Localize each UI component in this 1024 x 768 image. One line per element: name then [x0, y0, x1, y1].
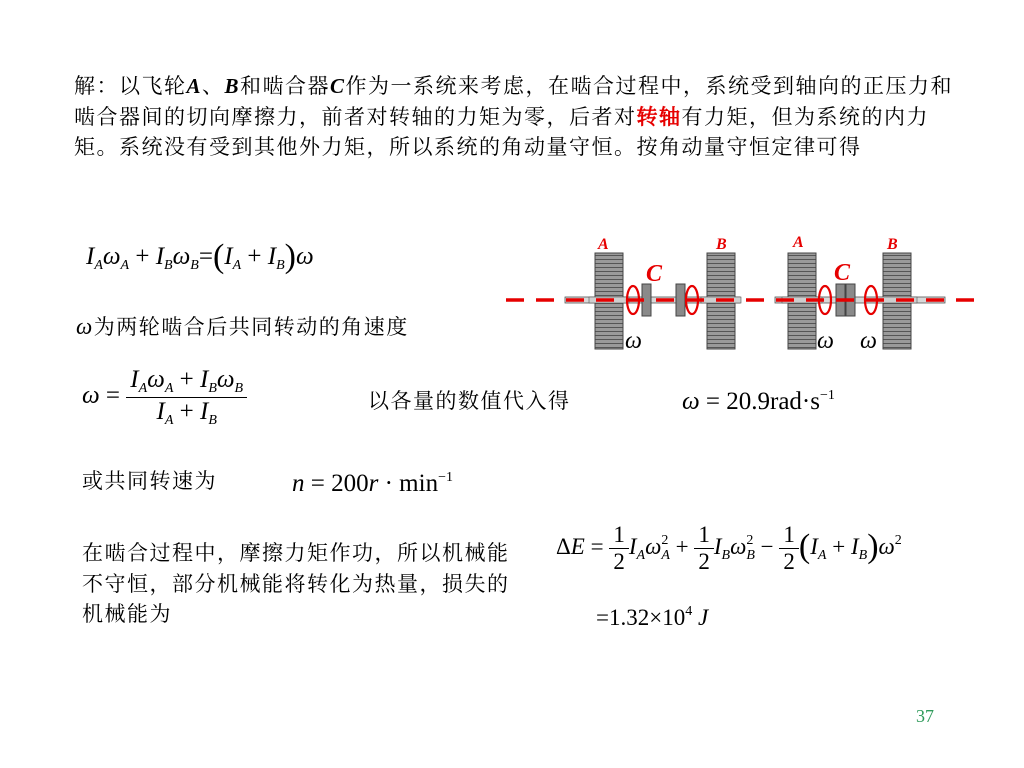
equation-speed	[292, 470, 453, 498]
eq4-exponent: −1	[438, 470, 453, 485]
eq5-lparen: (	[798, 527, 811, 565]
eq3-unit: rad·s	[770, 388, 820, 415]
omega-def-symbol: ω	[76, 314, 94, 339]
intro-text-4: 作为一系统来考虑，在啮合过程中，系统受到轴向的正压力和啮合器间的切向摩擦力，前者对转轴的力矩为零，后者对	[74, 74, 954, 129]
flywheel-clutch-diagram	[500, 228, 980, 358]
eq2-fraction	[126, 366, 247, 429]
equation-omega-value	[682, 388, 835, 416]
eq2-I: I	[130, 366, 139, 393]
label-omega-2: ω	[817, 328, 834, 354]
eq3-equals: =	[705, 388, 721, 415]
eq3-exponent: −1	[820, 388, 835, 403]
label-A-left: A	[598, 236, 609, 253]
eq5-half-1	[609, 522, 629, 575]
eq5-sub-A3: A	[817, 547, 827, 563]
eq1-plus: +	[135, 243, 150, 270]
eq2-sub-B2: B	[234, 381, 244, 396]
eq2-sub-A: A	[138, 381, 148, 396]
intro-text-1: 解：以飞轮	[74, 74, 187, 98]
eq2-I2: I	[199, 366, 209, 393]
eq1-omega2: ω	[172, 243, 191, 270]
eq5-den-3: 2	[779, 548, 799, 575]
label-C-left: C	[646, 261, 663, 287]
eq1-lparen: (	[212, 238, 225, 275]
eq5-delta: Δ	[556, 533, 571, 559]
eq5-I4: I	[850, 533, 859, 559]
eq1-sub-A3: A	[232, 258, 242, 273]
eq2-I4: I	[199, 398, 209, 425]
eq5-sq-1: 2	[661, 532, 669, 548]
symbol-B: B	[224, 74, 241, 98]
eq5-equals: =	[590, 533, 604, 559]
eq5-sub-A: A	[636, 547, 646, 563]
eq1-sub-B2: B	[190, 258, 199, 273]
eq4-dot: ·	[384, 470, 393, 497]
label-B-left: B	[716, 236, 727, 253]
eq5-num-3: 1	[783, 522, 795, 547]
eq5-E: E	[570, 533, 585, 559]
eq1-I4: I	[267, 243, 277, 270]
eq5-plus: +	[675, 533, 689, 559]
eq3-value: 20.9	[726, 388, 771, 415]
eq5-omega: ω	[878, 533, 895, 559]
eq2-sub-A3: A	[164, 413, 174, 428]
eq1-plus2: +	[247, 243, 262, 270]
eq2-equals: =	[105, 382, 121, 410]
eq5-plus2: +	[832, 533, 846, 559]
intro-text-5: 有力矩，但为系统的内力矩。系统没有受到其他外力矩，所以系统的角动量守恒。按角动量守恒定律可得	[74, 104, 929, 159]
eq1-sub-A2: A	[120, 258, 130, 273]
equation-energy-loss	[556, 522, 902, 575]
eq2-omega: ω	[82, 382, 100, 410]
eq4-n: n	[292, 470, 305, 497]
equation-energy-value	[596, 604, 708, 631]
eq2-sub-B3: B	[208, 413, 217, 428]
eq5-sub-B2: B	[746, 547, 755, 563]
eq5-I: I	[628, 533, 637, 559]
eq1-sub-B: B	[164, 258, 173, 273]
eq2-sub-A2: A	[164, 381, 174, 396]
eq1-sub-B3: B	[276, 258, 285, 273]
eq4-r: r	[368, 470, 379, 497]
eq5-sub-A2: A	[661, 547, 670, 563]
label-B-right: B	[887, 236, 898, 253]
intro-paragraph	[74, 71, 964, 163]
eq5-den-1: 2	[609, 548, 629, 575]
eq5-sub-B: B	[721, 547, 731, 563]
eq5-sub-B3: B	[858, 547, 868, 563]
eq4-equals: =	[310, 470, 325, 497]
page-number: 37	[916, 706, 934, 726]
eq4-unit: min	[399, 470, 439, 497]
equation-omega-fraction	[82, 366, 247, 429]
energy-loss-text: 在啮合过程中，摩擦力矩作功，所以机械能不守恒，部分机械能将转化为热量，损失的机械能为	[82, 541, 510, 626]
eq5-minus: −	[760, 533, 774, 559]
intro-text-2: 、	[202, 74, 225, 98]
symbol-A: A	[186, 74, 203, 98]
eq2-I3: I	[156, 398, 165, 425]
eq5-omega-A: ω	[645, 533, 662, 559]
eq6-exponent: 4	[685, 604, 693, 619]
substitute-text: 以各量的数值代入得	[368, 389, 571, 413]
eq2-plus2: +	[179, 398, 194, 425]
eq2-sub-B: B	[208, 381, 217, 396]
eq6-J: J	[697, 605, 709, 630]
eq5-num-2: 1	[698, 522, 710, 547]
eq2-omega-B: ω	[216, 366, 235, 393]
eq1-I: I	[86, 243, 95, 270]
eq1-I3: I	[224, 243, 233, 270]
eq5-sq-3: 2	[894, 532, 902, 548]
intro-text-3: 和啮合器	[240, 74, 331, 98]
eq2-numerator	[126, 366, 247, 397]
speed-text: 或共同转速为	[82, 469, 217, 493]
eq5-rparen: )	[867, 527, 879, 565]
eq5-I2: I	[713, 533, 722, 559]
eq2-omega-A: ω	[147, 366, 165, 393]
eq5-half-2	[694, 522, 714, 575]
highlight-shaft: 转轴	[636, 103, 682, 129]
eq5-half-3	[779, 522, 799, 575]
eq4-value: 200	[331, 470, 369, 497]
equation-angular-momentum	[86, 238, 314, 276]
label-omega-3: ω	[860, 328, 877, 354]
eq3-omega: ω	[682, 388, 700, 415]
eq6-times: ×	[649, 605, 663, 630]
eq6-base: 10	[662, 605, 686, 630]
eq5-omega-B: ω	[730, 533, 747, 559]
label-A-right: A	[793, 234, 804, 251]
omega-def-text: 为两轮啮合后共同转动的角速度	[93, 315, 409, 339]
eq1-sub-A: A	[94, 258, 103, 273]
eq5-den-2: 2	[694, 548, 714, 575]
eq5-sq-2: 2	[746, 532, 754, 548]
eq2-plus: +	[179, 366, 194, 393]
label-C-right: C	[834, 260, 851, 286]
eq1-omega3: ω	[295, 243, 314, 270]
eq1-rparen: )	[284, 238, 296, 275]
eq1-equals: =	[198, 243, 213, 270]
eq6-value: 1.32	[608, 605, 650, 630]
eq1-I2: I	[155, 243, 165, 270]
eq2-denominator	[126, 397, 247, 429]
eq5-I3: I	[810, 533, 818, 559]
eq1-omega: ω	[102, 243, 121, 270]
eq5-num-1: 1	[613, 522, 625, 547]
symbol-C: C	[330, 74, 346, 98]
eq6-equals: =	[596, 605, 609, 630]
omega-definition	[76, 312, 409, 343]
label-omega-1: ω	[625, 328, 642, 354]
